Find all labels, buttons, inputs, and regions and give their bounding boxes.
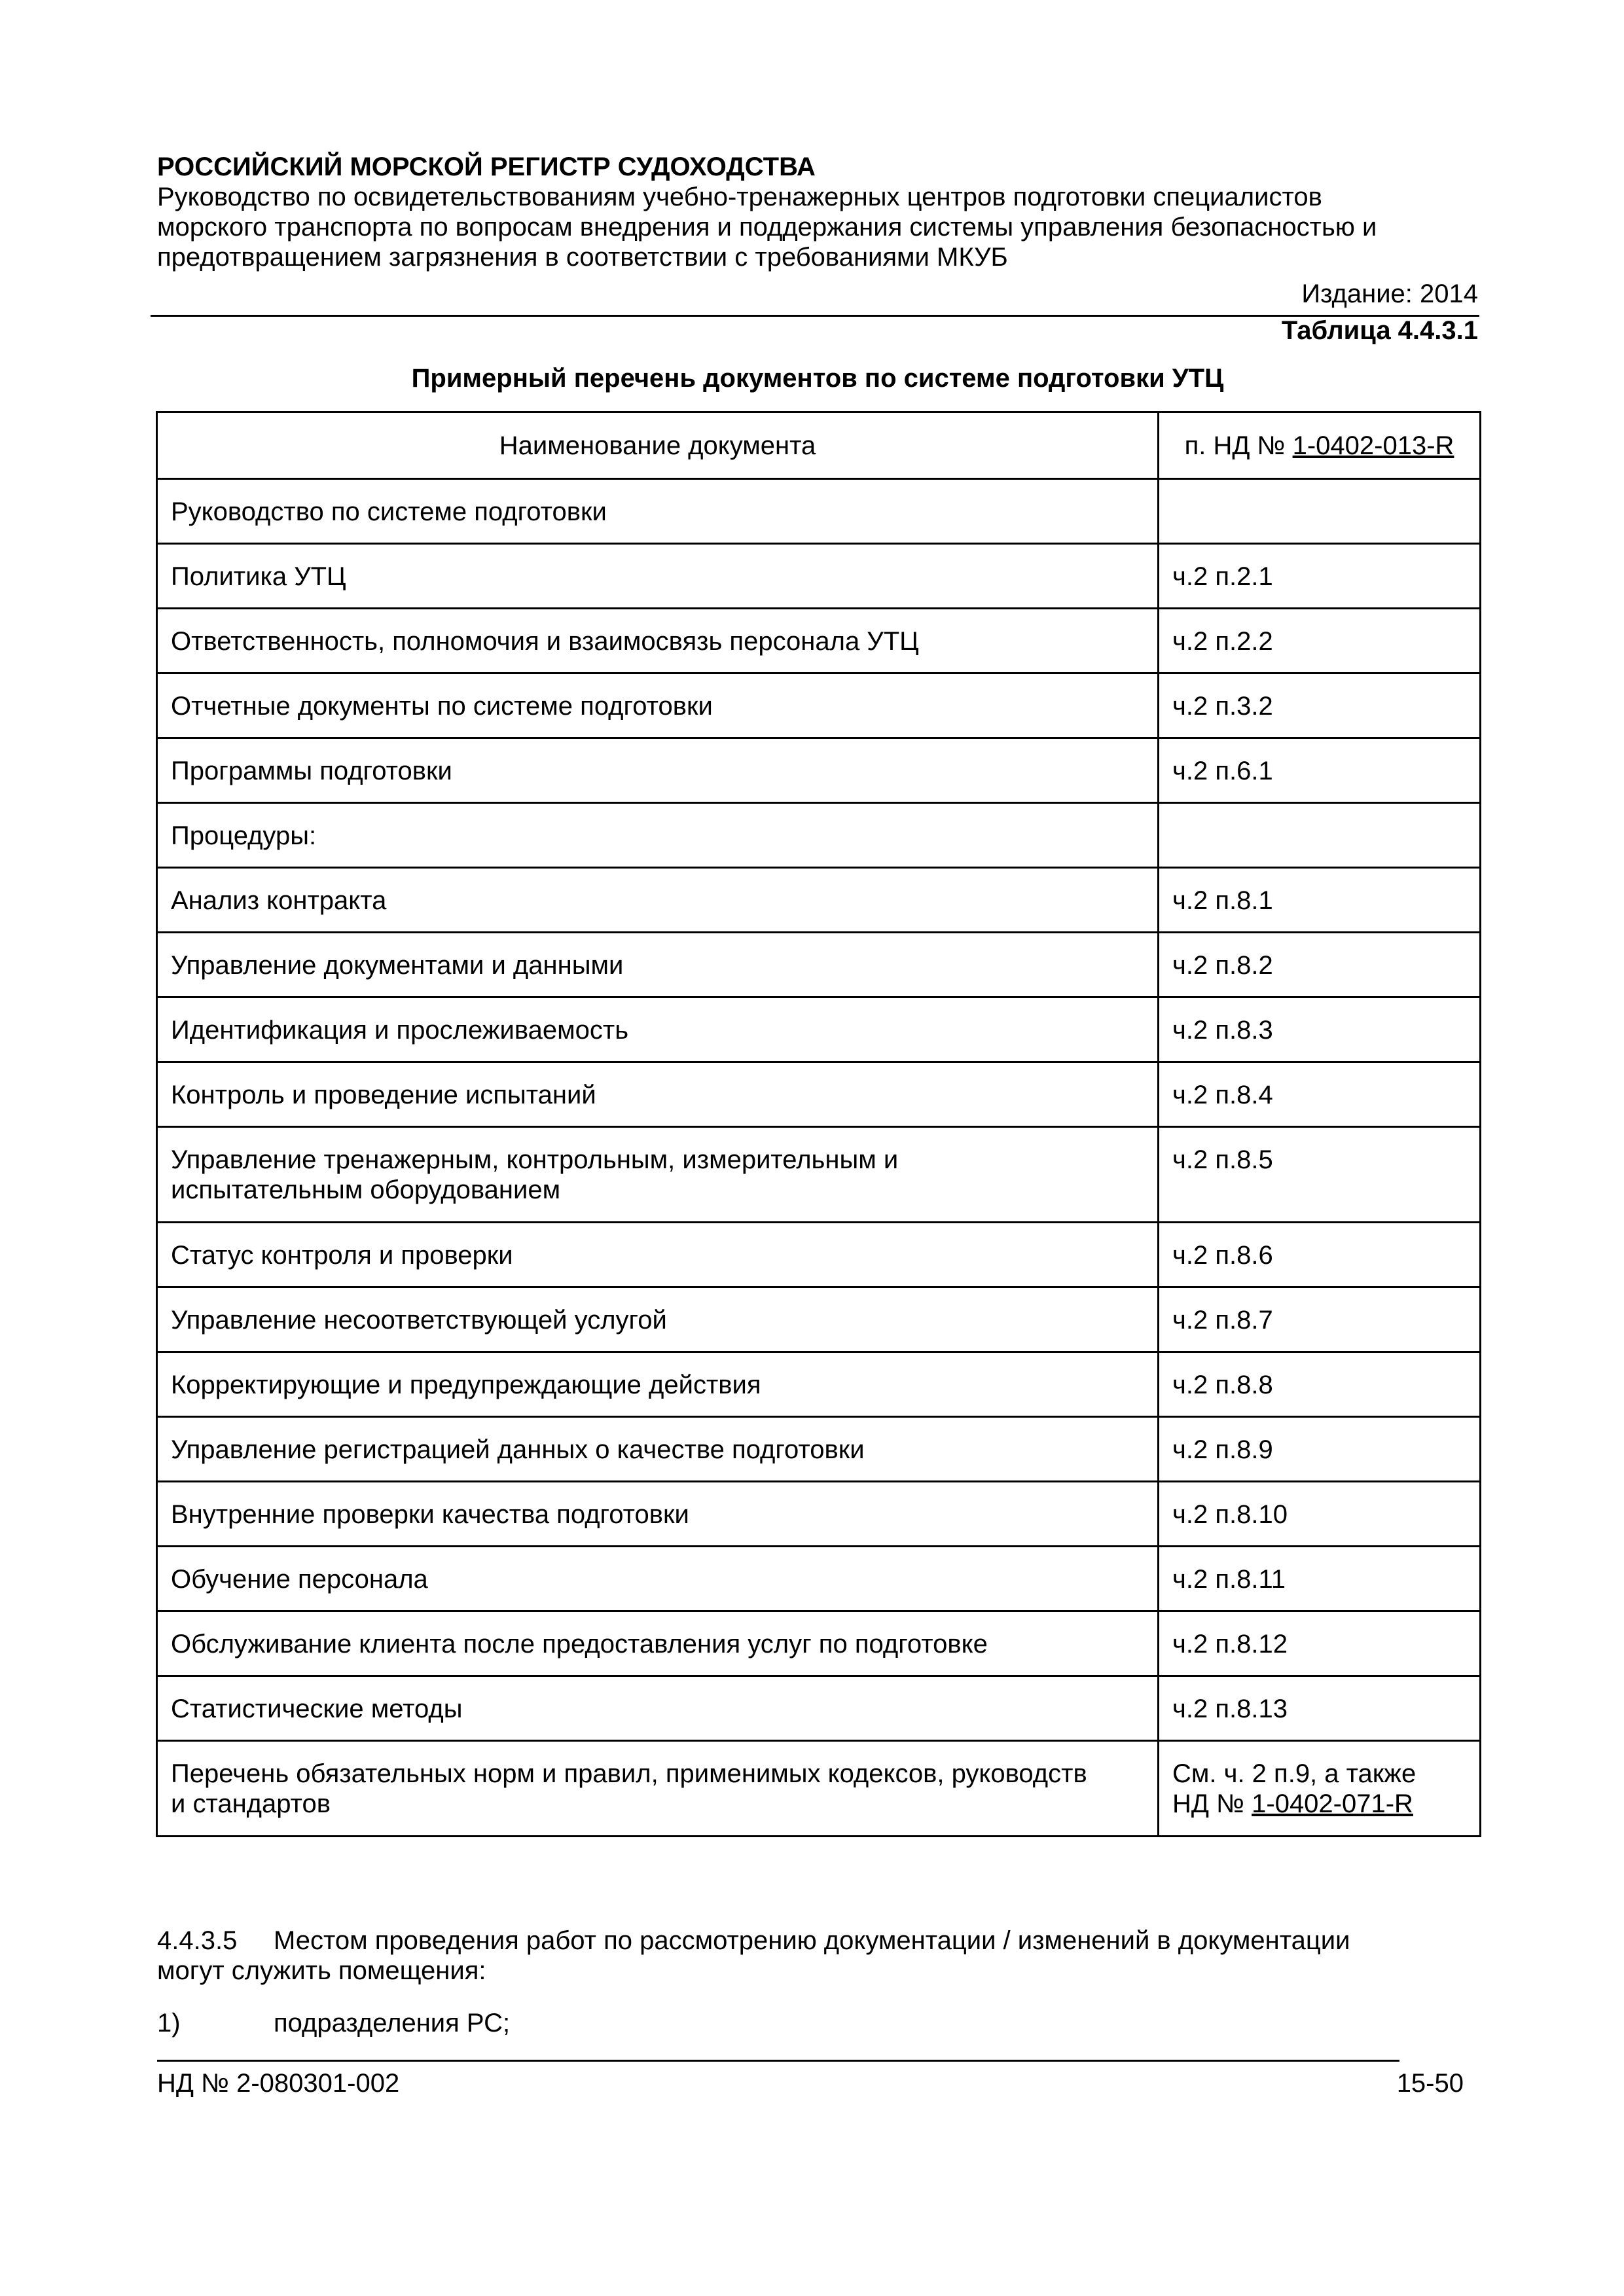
edition-label: Издание: 2014 bbox=[1301, 279, 1478, 308]
cell-document-ref: ч.2 п.2.2 bbox=[1159, 609, 1481, 673]
cell-document-name bbox=[157, 1127, 1159, 1223]
ref-code-link: 1-0402-071-R bbox=[1252, 1789, 1413, 1818]
list-marker: 1) bbox=[157, 2009, 181, 2037]
cell-text-line bbox=[1172, 1789, 1466, 1819]
ref-prefix: НД № bbox=[1172, 1789, 1252, 1818]
table-row bbox=[157, 803, 1481, 868]
footer-doc-number: НД № 2-080301-002 bbox=[157, 2069, 400, 2098]
table-row bbox=[157, 1287, 1481, 1352]
cell-document-name: Статистические методы bbox=[157, 1676, 1159, 1741]
paragraph-line-2: могут служить помещения: bbox=[157, 1956, 486, 1985]
table-row bbox=[157, 609, 1481, 673]
document-subtitle-line-1: Руководство по освидетельствованиям учебно-тренажерных центров подготовки специалистов bbox=[157, 183, 1322, 211]
cell-document-ref: ч.2 п.8.4 bbox=[1159, 1062, 1481, 1127]
cell-document-name: Управление документами и данными bbox=[157, 933, 1159, 997]
cell-document-name: Политика УТЦ bbox=[157, 544, 1159, 609]
table-row bbox=[157, 544, 1481, 609]
document-header bbox=[157, 152, 1478, 272]
cell-document-name: Корректирующие и предупреждающие действия bbox=[157, 1352, 1159, 1417]
footer-divider bbox=[157, 2060, 1399, 2062]
cell-document-ref: ч.2 п.8.1 bbox=[1159, 868, 1481, 933]
cell-document-ref bbox=[1159, 1741, 1481, 1837]
table-row bbox=[157, 479, 1481, 544]
page-number: 15-50 bbox=[1396, 2069, 1464, 2098]
cell-document-ref bbox=[1159, 803, 1481, 868]
cell-document-ref: ч.2 п.8.5 bbox=[1159, 1127, 1481, 1223]
table-row bbox=[157, 738, 1481, 803]
cell-document-name: Идентификация и прослеживаемость bbox=[157, 997, 1159, 1062]
table-row bbox=[157, 933, 1481, 997]
table-row bbox=[157, 1611, 1481, 1676]
cell-document-name: Управление несоответствующей услугой bbox=[157, 1287, 1159, 1352]
table-row bbox=[157, 997, 1481, 1062]
cell-document-name: Контроль и проведение испытаний bbox=[157, 1062, 1159, 1127]
table-row bbox=[157, 1417, 1481, 1482]
document-subtitle-line-3: предотвращением загрязнения в соответствии с требованиями МКУБ bbox=[157, 243, 1008, 272]
table-row bbox=[157, 1223, 1481, 1287]
cell-document-name: Обучение персонала bbox=[157, 1547, 1159, 1611]
cell-document-name: Внутренние проверки качества подготовки bbox=[157, 1482, 1159, 1547]
cell-document-ref: ч.2 п.8.10 bbox=[1159, 1482, 1481, 1547]
cell-document-ref: ч.2 п.8.7 bbox=[1159, 1287, 1481, 1352]
cell-document-ref bbox=[1159, 479, 1481, 544]
document-subtitle-line-2: морского транспорта по вопросам внедрения и поддержания системы управления безопасностью и bbox=[157, 213, 1377, 242]
cell-document-name: Обслуживание клиента после предоставления услуг по подготовке bbox=[157, 1611, 1159, 1676]
table-row bbox=[157, 1352, 1481, 1417]
cell-document-ref: ч.2 п.3.2 bbox=[1159, 673, 1481, 738]
paragraph-4-4-3-5 bbox=[157, 1926, 1478, 1986]
column-header-name: Наименование документа bbox=[157, 412, 1159, 479]
table-row bbox=[157, 673, 1481, 738]
paragraph-line-1 bbox=[157, 1926, 1478, 1956]
paragraph-text: Местом проведения работ по рассмотрению документации / изменений в документации bbox=[274, 1926, 1350, 1955]
cell-document-name: Отчетные документы по системе подготовки bbox=[157, 673, 1159, 738]
column-header-ref bbox=[1159, 412, 1481, 479]
cell-text-line: и стандартов bbox=[171, 1789, 331, 1818]
organization-title: РОССИЙСКИЙ МОРСКОЙ РЕГИСТР СУДОХОДСТВА bbox=[157, 152, 816, 181]
table-row bbox=[157, 1741, 1481, 1837]
cell-text-line: Перечень обязательных норм и правил, применимых кодексов, руководств bbox=[171, 1759, 1087, 1788]
cell-document-name: Статус контроля и проверки bbox=[157, 1223, 1159, 1287]
table-row bbox=[157, 1482, 1481, 1547]
list-item bbox=[157, 2008, 1478, 2038]
cell-document-name: Руководство по системе подготовки bbox=[157, 479, 1159, 544]
cell-document-ref: ч.2 п.8.2 bbox=[1159, 933, 1481, 997]
paragraph-number: 4.4.3.5 bbox=[157, 1926, 238, 1955]
cell-document-ref: ч.2 п.8.11 bbox=[1159, 1547, 1481, 1611]
cell-document-ref: ч.2 п.8.6 bbox=[1159, 1223, 1481, 1287]
table-row bbox=[157, 1127, 1481, 1223]
table-row bbox=[157, 1676, 1481, 1741]
cell-document-ref: ч.2 п.2.1 bbox=[1159, 544, 1481, 609]
cell-document-ref: ч.2 п.6.1 bbox=[1159, 738, 1481, 803]
table-header-row bbox=[157, 412, 1481, 479]
table-row bbox=[157, 1062, 1481, 1127]
cell-document-ref: ч.2 п.8.3 bbox=[1159, 997, 1481, 1062]
cell-document-name bbox=[157, 1741, 1159, 1837]
table-number: Таблица 4.4.3.1 bbox=[1281, 316, 1478, 345]
cell-document-name: Анализ контракта bbox=[157, 868, 1159, 933]
cell-text-line: Управление тренажерным, контрольным, измерительным и bbox=[171, 1145, 899, 1174]
cell-document-ref: ч.2 п.8.12 bbox=[1159, 1611, 1481, 1676]
cell-document-name: Программы подготовки bbox=[157, 738, 1159, 803]
ref-code-link: 1-0402-013-R bbox=[1292, 431, 1454, 460]
cell-text-line: См. ч. 2 п.9, а также bbox=[1172, 1759, 1416, 1788]
table-caption: Примерный перечень документов по системе подготовки УТЦ bbox=[411, 364, 1224, 393]
cell-document-name: Управление регистрацией данных о качестве подготовки bbox=[157, 1417, 1159, 1482]
cell-document-name: Процедуры: bbox=[157, 803, 1159, 868]
cell-document-ref: ч.2 п.8.13 bbox=[1159, 1676, 1481, 1741]
documents-table bbox=[156, 411, 1481, 1837]
table-row bbox=[157, 868, 1481, 933]
column-header-ref-prefix: п. НД № bbox=[1184, 431, 1293, 460]
list-text: подразделения РС; bbox=[274, 2009, 511, 2037]
cell-text-line: испытательным оборудованием bbox=[171, 1175, 561, 1204]
cell-document-name: Ответственность, полномочия и взаимосвязь персонала УТЦ bbox=[157, 609, 1159, 673]
cell-document-ref: ч.2 п.8.9 bbox=[1159, 1417, 1481, 1482]
table-row bbox=[157, 1547, 1481, 1611]
cell-document-ref: ч.2 п.8.8 bbox=[1159, 1352, 1481, 1417]
